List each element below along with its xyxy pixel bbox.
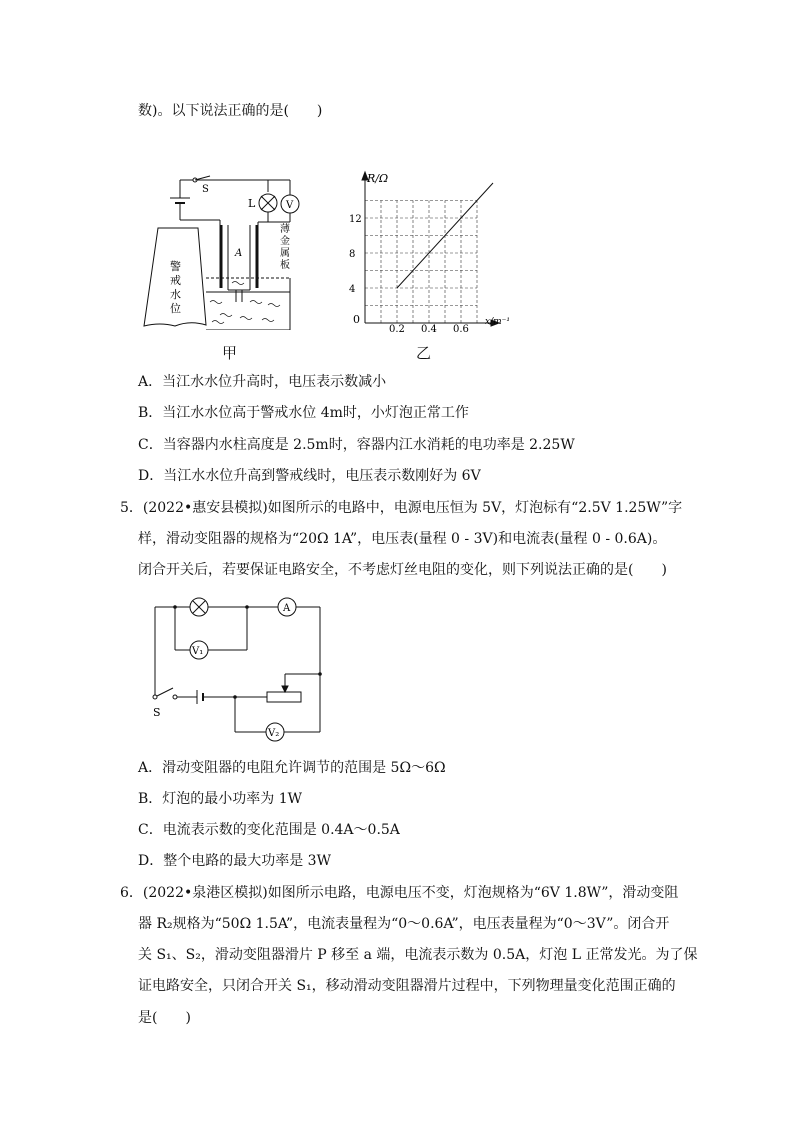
warn-label-char: 戒	[170, 274, 181, 287]
q5-stem-line-1: 5．(2022•惠安县模拟)如图所示的电路中，电源电压恒为 5V，灯泡标有“2.5V 1.25W”字	[120, 500, 683, 516]
intro-line: 数)。以下说法正确的是( )	[138, 103, 323, 119]
fig1-label-l: L	[248, 197, 256, 210]
y-tick-label: 12	[349, 214, 362, 225]
q5-label-v1: V₁	[192, 646, 204, 657]
q5-option-a: A．滑动变阻器的电阻允许调节的范围是 5Ω～6Ω	[138, 760, 446, 776]
graph-origin: 0	[353, 313, 360, 326]
q5-option-c: C．电流表示数的变化范围是 0.4A～0.5A	[138, 822, 400, 838]
x-tick-label: 0.6	[453, 324, 469, 333]
q4-option-c: C．当容器内水柱高度是 2.5m时，容器内江水消耗的电功率是 2.25W	[138, 437, 575, 453]
water-level-circuit-figure	[140, 170, 315, 330]
q6-stem-line-3: 关 S₁、S₂，滑动变阻器滑片 P 移至 a 端，电流表示数为 0.5A，灯泡 L 正常发光。为了保	[138, 947, 698, 963]
q5-option-d: D．整个电路的最大功率是 3W	[138, 853, 331, 869]
q5-label-v2: V₂	[268, 728, 280, 739]
fig1-label-a: A	[235, 248, 243, 259]
q4-option-d: D．当江水水位升高到警戒线时，电压表示数刚好为 6V	[138, 468, 481, 484]
graph-ylabel: R/Ω	[367, 172, 389, 185]
fig2-caption: 乙	[416, 344, 432, 362]
warn-label-char: 水	[170, 288, 181, 301]
q6-stem-line-4: 证电路安全，只闭合开关 S₁，移动滑动变阻器滑片过程中，下列物理量变化范围正确的	[138, 978, 676, 994]
q4-option-b: B．当江水水位高于警戒水位 4m时，小灯泡正常工作	[138, 405, 469, 421]
q5-circuit-figure	[135, 592, 335, 747]
plate-label-char: 板	[280, 260, 290, 271]
warn-label-char: 警	[170, 260, 181, 273]
fig1-label-s: S	[202, 184, 209, 195]
q4-option-a: A．当江水水位升高时，电压表示数减小	[138, 374, 387, 390]
y-tick-label: 8	[349, 249, 356, 260]
q6-stem-line-1: 6．(2022•泉港区模拟)如图所示电路，电源电压不变，灯泡规格为“6V 1.8W”，滑动变阻	[120, 885, 679, 901]
plate-label-char: 属	[280, 248, 290, 259]
x-tick-label: 0.2	[389, 324, 405, 333]
q6-stem-line-2: 器 R₂规格为“50Ω 1.5A”，电流表量程为“0～0.6A”，电压表量程为“0～3V”。闭合开	[138, 916, 670, 932]
x-tick-label: 0.4	[421, 324, 437, 333]
q5-label-a: A	[283, 603, 291, 614]
graph-xlabel: x/m⁻¹	[485, 317, 510, 327]
plate-label-char: 薄	[280, 224, 290, 235]
q6-stem-line-5: 是( )	[138, 1010, 191, 1026]
q5-stem-line-3: 闭合开关后，若要保证电路安全，不考虑灯丝电阻的变化，则下列说法正确的是( )	[138, 562, 667, 578]
fig1-label-v: V	[286, 200, 294, 211]
r-x-graph	[345, 168, 510, 333]
warn-label	[170, 259, 181, 315]
q5-stem-line-2: 样，滑动变阻器的规格为“20Ω 1A”，电压表(量程 0 - 3V)和电流表(量程 0 - 0.6A)。	[138, 531, 667, 547]
plate-label	[280, 222, 290, 271]
plate-label-char: 金	[280, 236, 290, 247]
q5-option-b: B．灯泡的最小功率为 1W	[138, 791, 303, 807]
q5-label-s: S	[153, 706, 161, 719]
y-tick-label: 4	[349, 284, 356, 295]
fig1-caption: 甲	[222, 344, 238, 362]
warn-label-char: 位	[170, 302, 181, 315]
